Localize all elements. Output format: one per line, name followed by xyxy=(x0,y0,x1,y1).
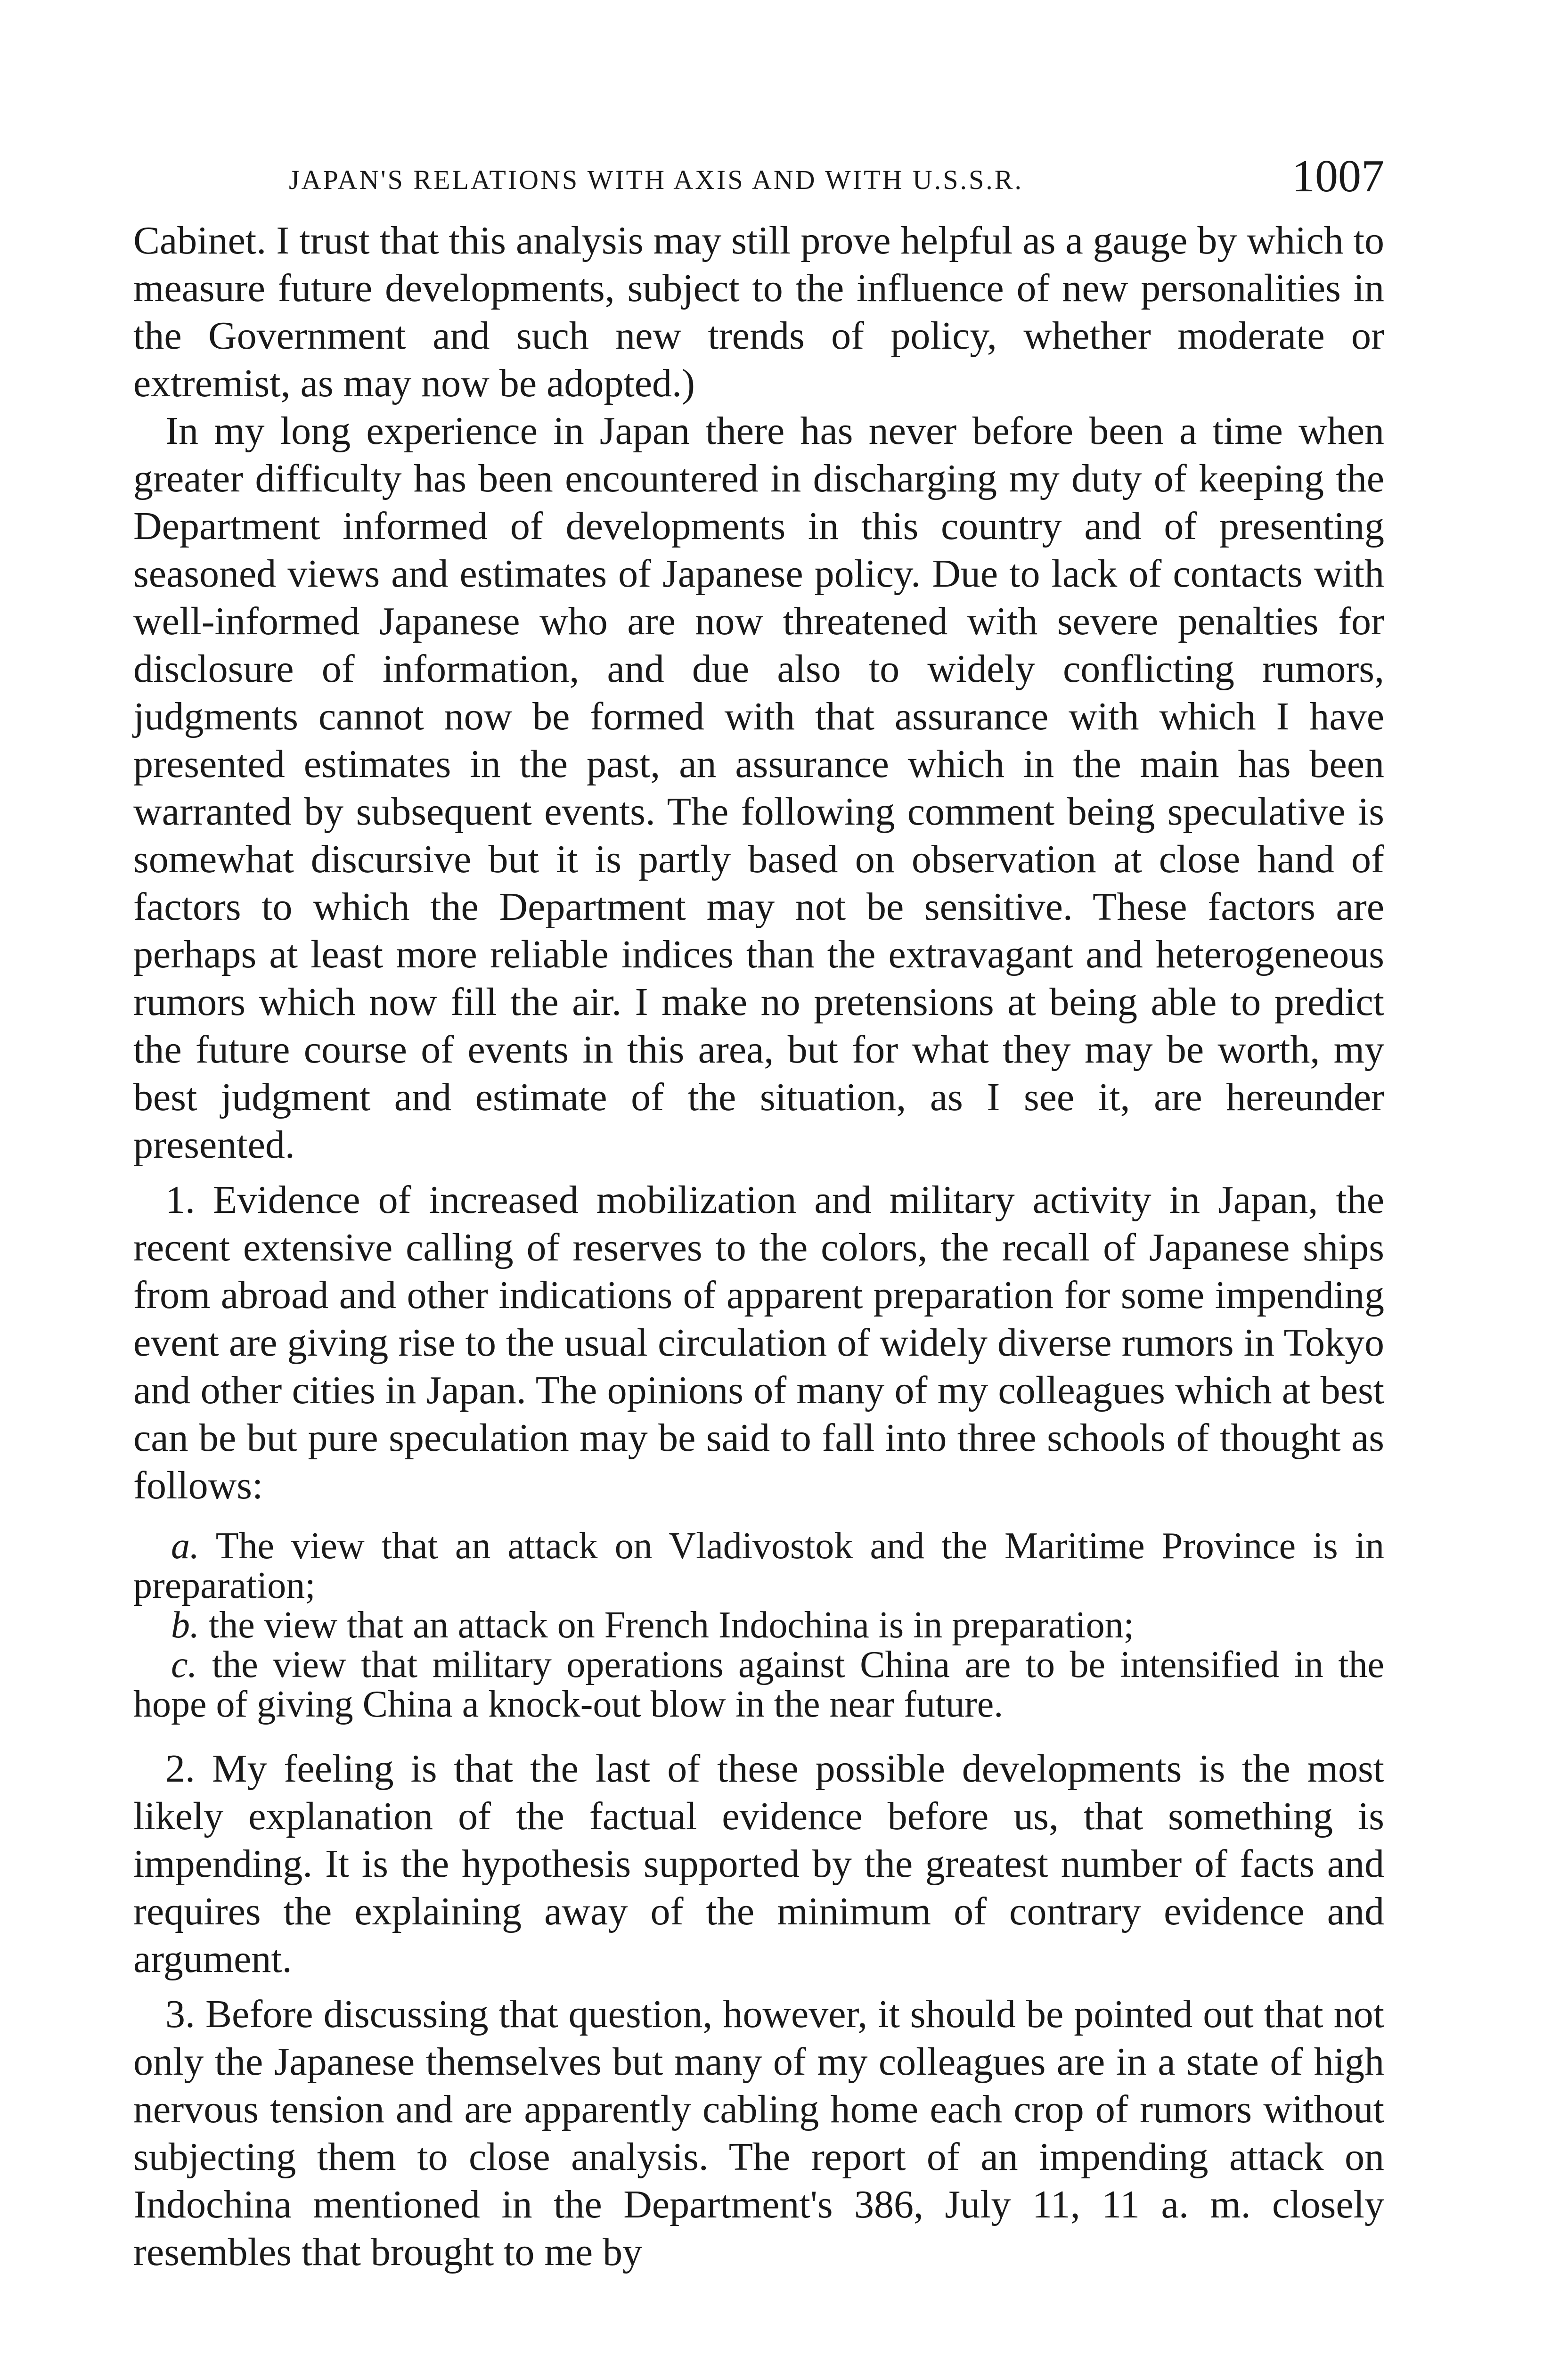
paragraph-point-1: 1. Evidence of increased mobilization and military activity in Japan, the recent extensive calling of reserves to the colors, the recall of Japanese ships from abroad and other indications of apparent preparation for some impending event are giving rise to the usual circulation of widely diverse rumors in Tokyo and other cities in Japan. The opinions of many of my colleagues which at best can be but pure speculation may be said to fall into three schools of thought as follows: xyxy=(133,1178,1384,1507)
paragraph-continuation: Cabinet. I trust that this analysis may still prove helpful as a gauge by which to measure future developments, subject to the influence of new personalities in the Government and such new trends of policy, whether moderate or extremist, as may now be adopted.) xyxy=(133,219,1384,405)
list-item-c-letter: c. xyxy=(171,1644,197,1685)
list-item-a-letter: a. xyxy=(171,1525,199,1567)
list-item-b xyxy=(133,1605,1384,1645)
schools-of-thought-list xyxy=(133,1526,1384,1724)
list-item-a-text: The view that an attack on Vladivostok and the Maritime Province is in preparation; xyxy=(133,1525,1385,1606)
page-number: 1007 xyxy=(1292,151,1384,202)
paragraph-point-3: 3. Before discussing that question, however, it should be pointed out that not only the Japanese themselves but many of my colleagues are in a state of high nervous tension and are apparently cabling home each crop of rumors without subjecting them to close analysis. The report of an impending attack on Indochina mentioned in the Department's 386, July 11, 11 a. m. closely resembles that brought to me by xyxy=(133,1992,1384,2274)
list-item-c-text: the view that military operations against China are to be intensified in the hope of giving China a knock-out blow in the near future. xyxy=(133,1644,1385,1725)
running-title: JAPAN'S RELATIONS WITH AXIS AND WITH U.S.S.R. xyxy=(289,164,1023,195)
list-item-c xyxy=(133,1645,1384,1724)
paragraph-experience: In my long experience in Japan there has never before been a time when greater difficulty has been encountered in discharging my duty of keeping the Department informed of developments in this country and of presenting seasoned views and estimates of Japanese policy. Due to lack of contacts with well-informed Japanese who are now threatened with severe penalties for disclosure of information, and due also to widely conflicting rumors, judgments cannot now be formed with that assurance with which I have presented estimates in the past, an assurance which in the main has been warranted by subsequent events. The following comment being speculative is somewhat discursive but it is partly based on observation at close hand of factors to which the Department may not be sensitive. These factors are perhaps at least more reliable indices than the extravagant and heterogeneous rumors which now fill the air. I make no pretensions at being able to predict the future course of events in this area, but for what they may be worth, my best judgment and estimate of the situation, as I see it, are hereunder presented. xyxy=(133,409,1384,1167)
list-item-b-text: the view that an attack on French Indochina is in preparation; xyxy=(209,1604,1134,1646)
paragraph-point-2: 2. My feeling is that the last of these possible developments is the most likely explanation of the factual evidence before us, that something is impending. It is the hypothesis supported by the greatest number of facts and requires the explaining away of the minimum of contrary evidence and argument. xyxy=(133,1747,1384,1981)
running-header xyxy=(133,146,1384,217)
list-item-b-letter: b. xyxy=(171,1604,199,1646)
document-page xyxy=(133,146,1384,2276)
list-item-a xyxy=(133,1526,1384,1605)
